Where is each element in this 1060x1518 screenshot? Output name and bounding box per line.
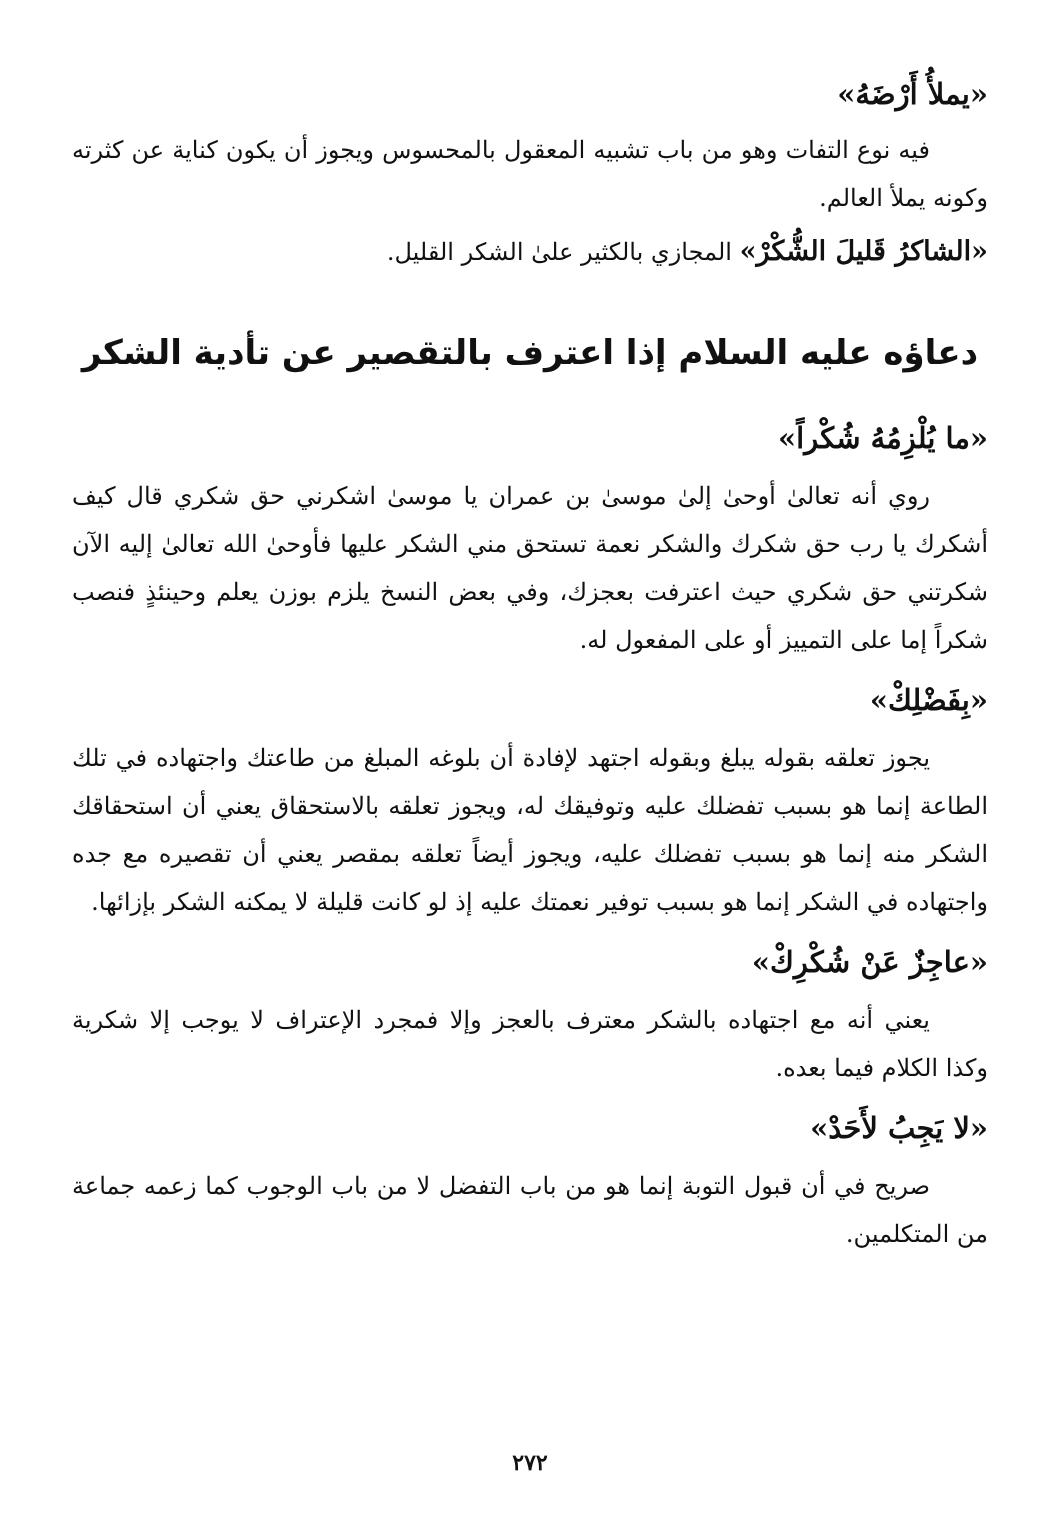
- section-title: دعاؤه عليه السلام إذا اعترف بالتقصير عن تأدية الشكر: [81, 333, 979, 373]
- entry-term: «يملأُ أَرْضَهُ»: [837, 77, 988, 111]
- inline-entry-term: «الشاكرُ قَليلَ الشُّكْرْ»: [739, 236, 988, 267]
- inline-entry: [72, 228, 988, 276]
- entry-text: صريح في أن قبول التوبة إنما هو من باب التفضل لا من باب الوجوب كما زعمه جماعة من المتكلمين.: [72, 1172, 988, 1248]
- entry-term: «ما يُلْزِمُهُ شُكْراً»: [778, 421, 988, 455]
- entry-text: يعني أنه مع اجتهاده بالشكر معترف بالعجز وإلا فمجرد الإعتراف لا يوجب إلا شكرية وكذا الكلام فيما بعده.: [72, 1006, 988, 1082]
- entry-text: فيه نوع التفات وهو من باب تشبيه المعقول بالمحسوس ويجوز أن يكون كناية عن كثرته وكونه يملأ العالم.: [72, 136, 988, 212]
- inline-entry-text: المجازي بالكثير علىٰ الشكر القليل.: [386, 238, 740, 266]
- entry-text: روي أنه تعالىٰ أوحىٰ إلىٰ موسىٰ بن عمران يا موسىٰ اشكرني حق شكري قال كيف أشكرك يا رب حق شكرك والشكر نعمة تستحق مني الشكر عليها فأوحىٰ الله تعالىٰ إليه الآن شكرتني حق شكري حيث اعترفت بعجزك، وفي بعض النسخ يلزم بوزن يعلم وحينئذٍ فنصب شكراً إما على التمييز أو على المفعول له.: [72, 482, 988, 654]
- entry-term: «لا يَجِبُ لأَحَدْ»: [810, 1111, 988, 1145]
- entry-text: يجوز تعلقه بقوله يبلغ وبقوله اجتهد لإفادة أن بلوغه المبلغ من طاعتك واجتهاده في تلك الطاعة إنما هو بسبب تفضلك عليه وتوفيقك له، ويجوز تعلقه بالاستحقاق يعني أن استحقاقك الشكر منه إنما هو بسبب تفضلك عليه، ويجوز أيضاً تعلقه بمقصر يعني أن تقصيره مع جده واجتهاده في الشكر إنما هو بسبب توفير نعمتك عليه إذ لو كانت قليلة لا يمكنه الشكر بإزائها.: [72, 744, 988, 916]
- page-number: ٢٧٢: [512, 1450, 548, 1476]
- page-content: [72, 62, 988, 1258]
- entry-term: «بِفَضْلِكْ»: [869, 683, 988, 717]
- entry-term: «عاجِزٌ عَنْ شُكْرِكْ»: [751, 945, 988, 979]
